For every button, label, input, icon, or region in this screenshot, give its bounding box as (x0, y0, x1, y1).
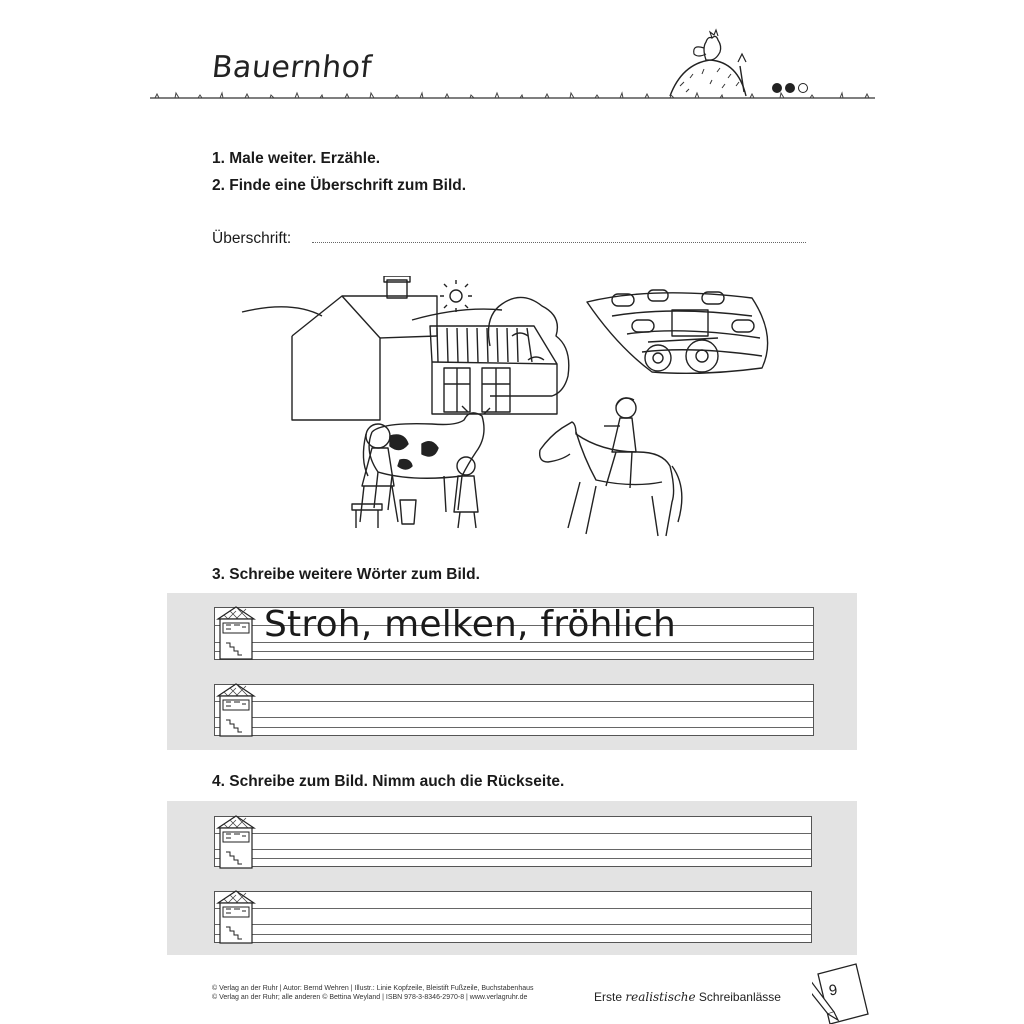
series-title-post: Schreibanlässe (698, 990, 781, 1004)
credits-line-1: © Verlag an der Ruhr | Autor: Bernd Wehren | Illustr.: Linie Kopfzeile, Bleistift Fußzeile, Buchstabenhaus (212, 985, 534, 992)
level-dot-2 (785, 83, 795, 93)
level-dot-1 (772, 83, 782, 93)
pencil-page-card-icon (812, 960, 870, 1024)
page-number: 9 (827, 981, 839, 1000)
level-dot-3 (798, 83, 808, 93)
credits-line-2: © Verlag an der Ruhr; alle anderen © Bettina Weyland | ISBN 978-3-8346-2970-8 | www.verlagruhr.de (212, 994, 528, 1001)
grass-header-line (150, 88, 875, 104)
task-1-text: 1. Male weiter. Erzähle. (212, 150, 380, 167)
letter-house-icon (216, 682, 256, 738)
farm-scene-illustration (232, 276, 792, 556)
letter-house-icon (216, 889, 256, 945)
task-2-text: 2. Finde eine Überschrift zum Bild. (212, 177, 467, 194)
writing-lines-4[interactable] (214, 891, 812, 943)
ueberschrift-label: Überschrift: (212, 230, 292, 247)
sample-words-handwriting: Stroh, melken, fröhlich (264, 604, 677, 645)
series-title (594, 990, 781, 1004)
footer-credits (212, 984, 534, 1002)
writing-lines-3[interactable] (214, 816, 812, 867)
series-title-pre: Erste (594, 990, 623, 1004)
writing-lines-2[interactable] (214, 684, 814, 736)
letter-house-icon (216, 814, 256, 870)
difficulty-level-indicator (772, 83, 808, 93)
task-3-text: 3. Schreibe weitere Wörter zum Bild. (212, 566, 480, 583)
series-title-italic: realistische (625, 990, 696, 1004)
task-4-text: 4. Schreibe zum Bild. Nimm auch die Rückseite. (212, 773, 565, 790)
page-title: Bauernhof (210, 50, 374, 85)
ueberschrift-write-line[interactable] (312, 242, 806, 243)
letter-house-icon (216, 605, 256, 661)
